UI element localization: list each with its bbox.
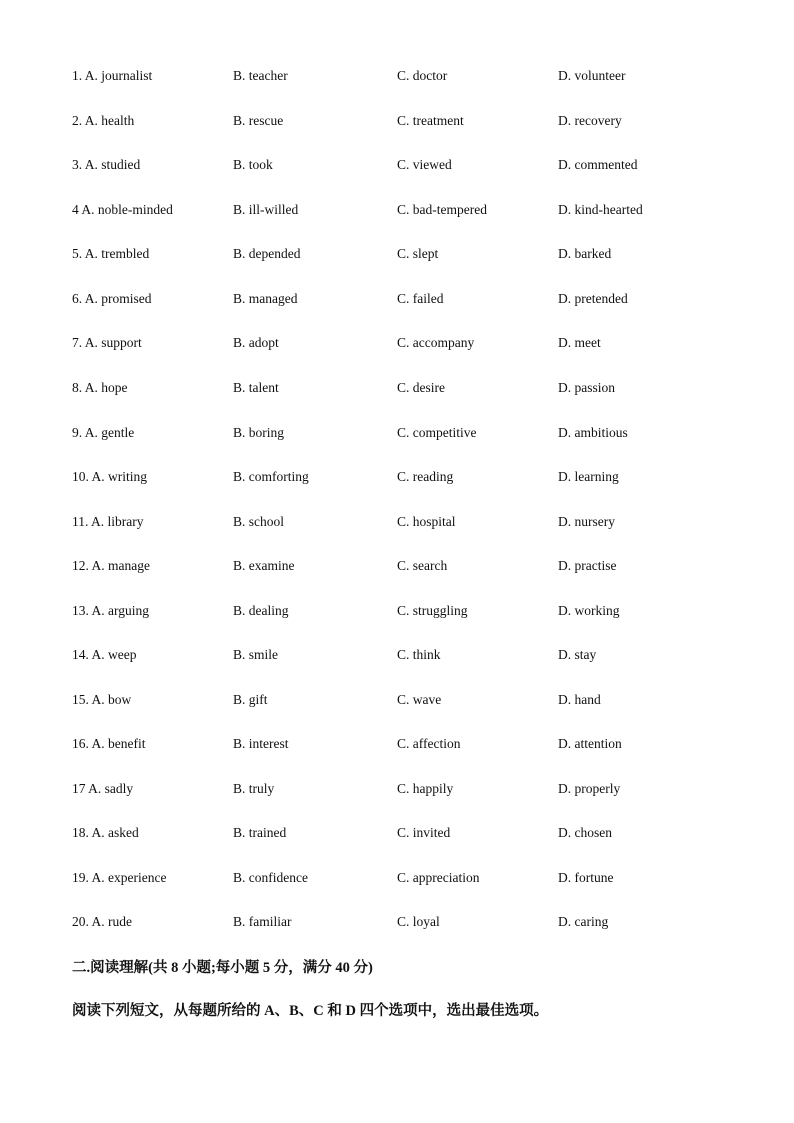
option-d: D. pretended: [558, 291, 628, 306]
question-row: [0, 155, 794, 175]
question-row: [0, 912, 794, 932]
question-row: [0, 200, 794, 220]
option-a: 5. A. trembled: [72, 246, 150, 261]
option-d: D. passion: [558, 380, 615, 395]
option-b: B. managed: [233, 291, 298, 306]
option-c: C. loyal: [397, 914, 440, 929]
question-row: [0, 467, 794, 487]
option-c: C. struggling: [397, 603, 468, 618]
option-c: C. affection: [397, 736, 461, 751]
option-b: B. gift: [233, 692, 268, 707]
question-row: [0, 289, 794, 309]
question-row: [0, 111, 794, 131]
option-a: 3. A. studied: [72, 157, 141, 172]
option-b: B. dealing: [233, 603, 289, 618]
option-d: D. properly: [558, 781, 621, 796]
option-b: B. boring: [233, 425, 285, 440]
option-d: D. learning: [558, 469, 619, 484]
option-c: C. wave: [397, 692, 442, 707]
option-a: 16. A. benefit: [72, 736, 146, 751]
option-a: 2. A. health: [72, 113, 135, 128]
option-c: C. slept: [397, 246, 439, 261]
option-c: C. hospital: [397, 514, 456, 529]
option-b: B. rescue: [233, 113, 284, 128]
option-a: 18. A. asked: [72, 825, 139, 840]
question-row: [0, 423, 794, 443]
question-row: [0, 690, 794, 710]
option-a: 7. A. support: [72, 335, 142, 350]
option-c: C. search: [397, 558, 448, 573]
option-d: D. ambitious: [558, 425, 628, 440]
section-heading: 二.阅读理解(共 8 小题;每小题 5 分，满分 40 分): [72, 960, 373, 976]
option-c: C. invited: [397, 825, 451, 840]
option-d: D. commented: [558, 157, 638, 172]
option-a: 17 A. sadly: [72, 781, 134, 796]
question-row: [0, 868, 794, 888]
option-c: C. desire: [397, 380, 445, 395]
option-c: C. accompany: [397, 335, 475, 350]
question-row: [0, 512, 794, 532]
option-d: D. volunteer: [558, 68, 626, 83]
option-b: B. trained: [233, 825, 287, 840]
option-b: B. smile: [233, 647, 279, 662]
question-row: [0, 556, 794, 576]
option-a: 12. A. manage: [72, 558, 150, 573]
option-a: 6. A. promised: [72, 291, 152, 306]
option-b: B. school: [233, 514, 285, 529]
option-c: C. failed: [397, 291, 444, 306]
option-d: D. meet: [558, 335, 601, 350]
option-c: C. happily: [397, 781, 454, 796]
question-row: [0, 779, 794, 799]
option-d: D. chosen: [558, 825, 612, 840]
option-a: 10. A. writing: [72, 469, 148, 484]
question-row: [0, 823, 794, 843]
option-b: B. ill-willed: [233, 202, 299, 217]
option-a: 14. A. weep: [72, 647, 137, 662]
question-row: [0, 601, 794, 621]
section-instruction: 阅读下列短文，从每题所给的 A、B、C 和 D 四个选项中，选出最佳选项。: [72, 1003, 549, 1019]
option-a: 4 A. noble-minded: [72, 202, 173, 217]
option-b: B. familiar: [233, 914, 292, 929]
option-c: C. bad-tempered: [397, 202, 487, 217]
option-b: B. adopt: [233, 335, 279, 350]
option-c: C. treatment: [397, 113, 464, 128]
option-d: D. barked: [558, 246, 612, 261]
option-b: B. comforting: [233, 469, 309, 484]
option-d: D. caring: [558, 914, 609, 929]
option-d: D. practise: [558, 558, 617, 573]
option-d: D. fortune: [558, 870, 614, 885]
option-c: C. reading: [397, 469, 454, 484]
option-c: C. think: [397, 647, 441, 662]
option-b: B. talent: [233, 380, 279, 395]
option-a: 20. A. rude: [72, 914, 132, 929]
option-d: D. kind-hearted: [558, 202, 643, 217]
question-row: [0, 333, 794, 353]
option-d: D. hand: [558, 692, 601, 707]
question-row: [0, 244, 794, 264]
option-d: D. stay: [558, 647, 597, 662]
option-c: C. viewed: [397, 157, 452, 172]
question-row: [0, 734, 794, 754]
option-a: 1. A. journalist: [72, 68, 153, 83]
option-d: D. recovery: [558, 113, 622, 128]
option-a: 15. A. bow: [72, 692, 132, 707]
option-b: B. interest: [233, 736, 289, 751]
option-a: 19. A. experience: [72, 870, 167, 885]
option-a: 11. A. library: [72, 514, 144, 529]
option-b: B. depended: [233, 246, 301, 261]
option-d: D. nursery: [558, 514, 615, 529]
option-b: B. examine: [233, 558, 295, 573]
option-c: C. appreciation: [397, 870, 480, 885]
option-a: 13. A. arguing: [72, 603, 149, 618]
question-row: [0, 645, 794, 665]
option-b: B. teacher: [233, 68, 288, 83]
option-b: B. took: [233, 157, 273, 172]
option-c: C. doctor: [397, 68, 448, 83]
option-c: C. competitive: [397, 425, 477, 440]
option-b: B. confidence: [233, 870, 308, 885]
option-a: 8. A. hope: [72, 380, 128, 395]
option-b: B. truly: [233, 781, 275, 796]
option-d: D. attention: [558, 736, 622, 751]
question-row: [0, 66, 794, 86]
question-row: [0, 378, 794, 398]
option-a: 9. A. gentle: [72, 425, 135, 440]
option-d: D. working: [558, 603, 620, 618]
